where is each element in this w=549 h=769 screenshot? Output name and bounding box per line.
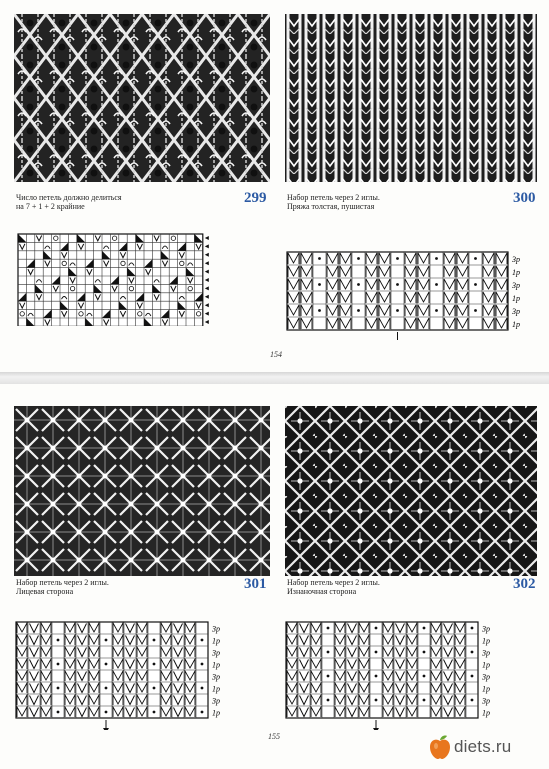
caption-line: Пряжа толстая, пушистая — [287, 202, 375, 211]
lace-photo-299 — [14, 14, 270, 182]
caption-line: Лицевая сторона — [16, 587, 74, 596]
row-label: 1р — [482, 636, 490, 646]
caption-pattern-299 — [16, 193, 122, 211]
chart-grid-300 — [285, 250, 535, 340]
row-label: 1р — [482, 684, 490, 694]
symbol-dot — [201, 639, 204, 642]
symbol-dot — [153, 687, 156, 690]
watermark-text: diets.ru — [454, 737, 512, 756]
symbol-dot — [423, 675, 426, 678]
row-label: 3р — [512, 281, 520, 291]
symbol-dot — [57, 663, 60, 666]
row-marker — [205, 278, 209, 282]
row-label: 1р — [512, 320, 520, 330]
diets-logo — [428, 734, 543, 760]
symbol-dot — [435, 283, 438, 286]
photo-pattern-301 — [14, 406, 270, 576]
apple-icon — [428, 734, 452, 760]
row-marker — [205, 236, 209, 240]
symbol-dot — [57, 687, 60, 690]
chart-pattern-302 — [284, 620, 522, 730]
pattern-number-299: 299 — [244, 190, 267, 206]
symbol-dot — [327, 651, 330, 654]
page-separator — [0, 372, 549, 384]
page-number-155: 155 — [268, 732, 280, 741]
chart-pattern-299 — [16, 232, 226, 326]
row-label: 1р — [212, 660, 220, 670]
row-label: 1р — [212, 684, 220, 694]
symbol-dot — [474, 257, 477, 260]
caption-line: Число петель должно делиться — [16, 193, 122, 202]
row-label: 3р — [482, 696, 490, 706]
row-label: 3р — [512, 255, 520, 265]
symbol-dot — [471, 627, 474, 630]
row-label: 3р — [212, 672, 220, 682]
row-marker — [205, 261, 209, 265]
row-label: 1р — [512, 294, 520, 304]
symbol-dot — [396, 257, 399, 260]
photo-pattern-299 — [14, 14, 270, 182]
symbol-dot — [57, 711, 60, 714]
row-label: 3р — [482, 672, 490, 682]
photo-pattern-300 — [285, 14, 537, 182]
diamond-photo-302 — [285, 406, 537, 576]
caption-line: Изнаночная сторона — [287, 587, 357, 596]
symbol-dot — [327, 699, 330, 702]
symbol-dot — [318, 283, 321, 286]
chart-grid-301 — [14, 620, 252, 730]
symbol-dot — [471, 651, 474, 654]
symbol-dot — [375, 627, 378, 630]
row-label: 1р — [482, 660, 490, 670]
row-label: 1р — [482, 708, 490, 718]
row-label: 1р — [212, 708, 220, 718]
row-label: 3р — [212, 696, 220, 706]
symbol-dot — [396, 309, 399, 312]
symbol-dot — [474, 309, 477, 312]
row-label: 3р — [512, 307, 520, 317]
symbol-dot — [153, 639, 156, 642]
symbol-dot — [423, 651, 426, 654]
symbol-dot — [201, 711, 204, 714]
row-marker — [205, 286, 209, 290]
symbol-dot — [318, 309, 321, 312]
symbol-dot — [435, 309, 438, 312]
symbol-dot — [105, 711, 108, 714]
symbol-dot — [474, 283, 477, 286]
chart-pattern-300 — [285, 250, 535, 340]
start-arrow-head — [103, 728, 109, 730]
row-marker — [205, 270, 209, 274]
caption-pattern-302 — [287, 578, 380, 596]
row-label: 1р — [212, 636, 220, 646]
star-photo-301 — [14, 406, 270, 576]
row-marker — [205, 244, 209, 248]
row-label: 3р — [482, 648, 490, 658]
page-154 — [0, 0, 549, 372]
symbol-dot — [201, 663, 204, 666]
symbol-dot — [471, 699, 474, 702]
caption-line: Набор петель через 2 иглы. — [287, 193, 380, 202]
row-marker — [205, 295, 209, 299]
pattern-number-301: 301 — [244, 576, 267, 592]
symbol-dot — [153, 711, 156, 714]
chart-grid-302 — [284, 620, 522, 730]
symbol-dot — [423, 627, 426, 630]
symbol-dot — [327, 675, 330, 678]
pattern-number-300: 300 — [513, 190, 536, 206]
pattern-number-302: 302 — [513, 576, 536, 592]
row-label: 3р — [212, 624, 220, 634]
symbol-dot — [396, 283, 399, 286]
caption-line: Набор петель через 2 иглы. — [16, 578, 109, 587]
symbol-dot — [375, 699, 378, 702]
symbol-dot — [318, 257, 321, 260]
symbol-dot — [471, 675, 474, 678]
symbol-dot — [435, 257, 438, 260]
page-155 — [0, 384, 549, 769]
row-marker — [205, 312, 209, 316]
caption-line: на 7 + 1 + 2 крайние — [16, 202, 85, 211]
symbol-dot — [357, 309, 360, 312]
symbol-dot — [375, 651, 378, 654]
page-number-154: 154 — [270, 350, 282, 359]
caption-line: Набор петель через 2 иглы. — [287, 578, 380, 587]
row-label: 3р — [212, 648, 220, 658]
symbol-dot — [357, 257, 360, 260]
symbol-dot — [423, 699, 426, 702]
chart-pattern-301 — [14, 620, 252, 730]
symbol-dot — [105, 639, 108, 642]
rib-photo-300 — [285, 14, 537, 182]
row-marker — [205, 253, 209, 257]
symbol-dot — [153, 663, 156, 666]
symbol-dot — [57, 639, 60, 642]
symbol-dot — [327, 627, 330, 630]
row-marker — [205, 303, 209, 307]
symbol-dot — [357, 283, 360, 286]
symbol-dot — [105, 663, 108, 666]
caption-pattern-301 — [16, 578, 109, 596]
start-arrow-head — [373, 728, 379, 730]
photo-pattern-302 — [285, 406, 537, 576]
chart-grid-299 — [16, 232, 226, 326]
symbol-dot — [201, 687, 204, 690]
row-label: 1р — [512, 268, 520, 278]
symbol-dot — [375, 675, 378, 678]
row-marker — [205, 320, 209, 324]
symbol-dot — [105, 687, 108, 690]
row-label: 3р — [482, 624, 490, 634]
caption-pattern-300 — [287, 193, 380, 211]
